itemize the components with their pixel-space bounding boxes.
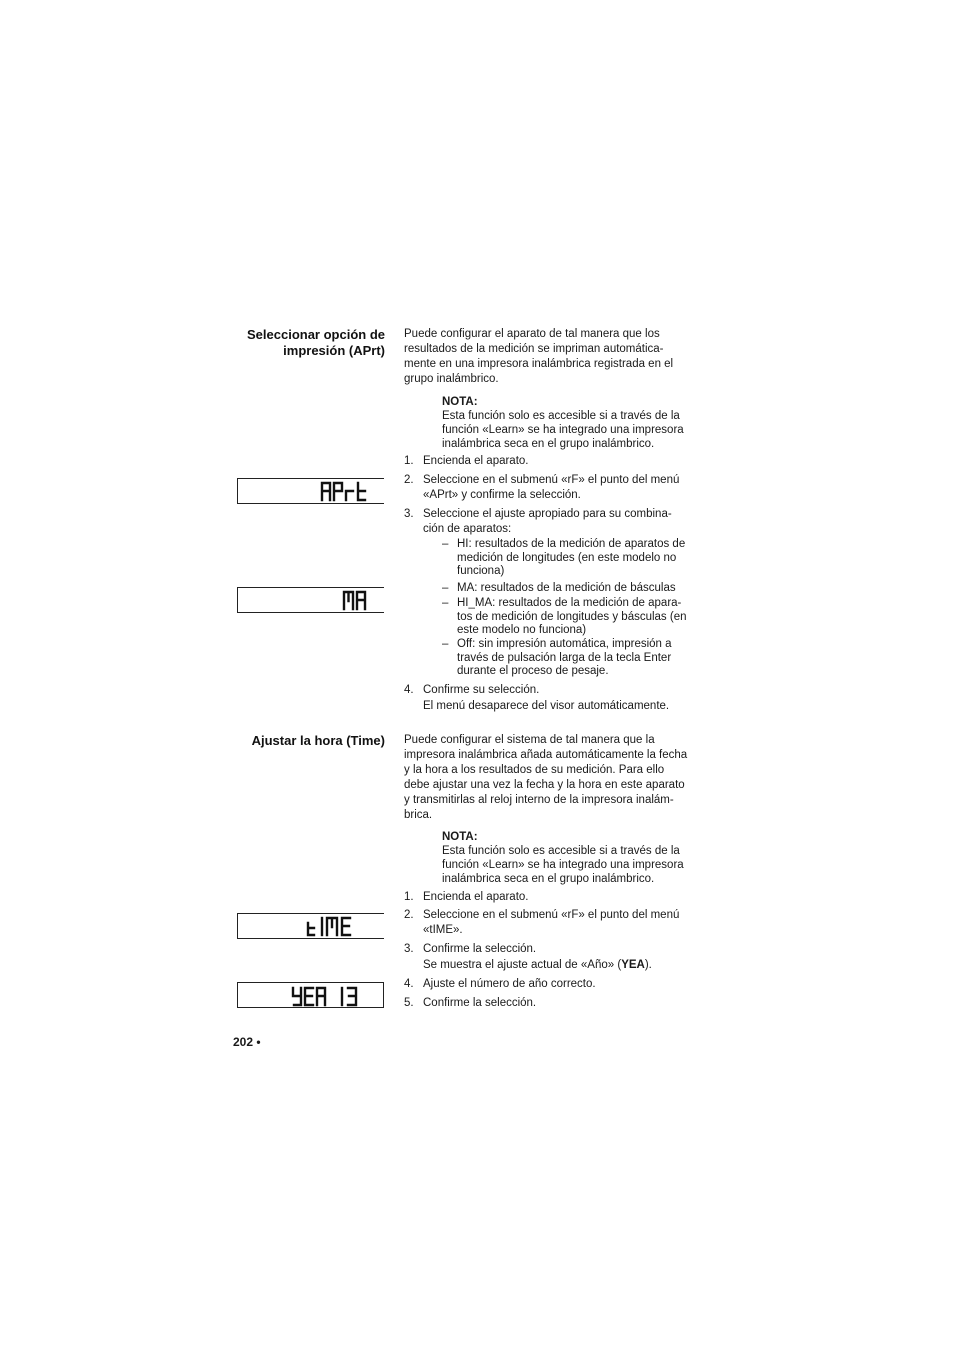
step-text: Ajuste el número de año correcto. [423,978,596,990]
option-text: través de pulsación larga de la tecla Enter [457,651,672,664]
step-item [404,473,694,503]
text-line: grupo inalámbrico. [404,373,499,385]
option-item [442,597,692,638]
heading-line: Ajustar la hora (Time) [251,733,385,748]
note-block-time [442,830,692,886]
dash-bullet: – [442,582,449,594]
step-number: 4. [404,978,414,990]
step-text: Confirme la selección. [423,997,537,1009]
option-text: Off: sin impresión automática, impresión a [457,638,672,650]
note-block-aprt [442,395,692,451]
note-title: NOTA: [442,396,478,408]
lcd-segment-glyphs [320,480,368,502]
step-number: 1. [404,455,414,467]
text-line: Puede configurar el sistema de tal manera que la [404,734,655,746]
section-heading-time [215,733,385,749]
step-text: Confirme su selección. [423,684,540,696]
lcd-segment-glyphs [306,915,354,937]
step-item [404,890,694,905]
lcd-display-year [237,982,384,1008]
dash-bullet: – [442,638,449,650]
step-item [404,683,694,714]
text-line: y la hora a los resultados de su medición. Para ello [404,764,665,776]
option-text: HI: resultados de la medición de aparatos de [457,538,686,550]
option-text: este modelo no funciona) [457,624,587,636]
step-text: Confirme la selección. [423,943,537,955]
step-item [404,996,694,1011]
step-item [404,908,694,938]
option-text: tos de medición de longitudes y básculas (en [457,610,687,623]
step-text: Seleccione en el submenú «rF» el punto del menú [423,474,680,486]
step-text: ción de aparatos: [423,523,512,535]
step-text-bold: YEA [621,959,645,971]
step-text-part: Se muestra el ajuste actual de «Año» ( [423,959,622,971]
option-text: funciona) [457,565,505,577]
heading-line: Seleccionar opción de [247,327,385,342]
lcd-segment-glyphs [291,985,367,1007]
text-line: inalámbrica seca en el grupo inalámbrico. [442,873,655,885]
note-title: NOTA: [442,831,478,843]
step-number: 1. [404,891,414,903]
option-text: HI_MA: resultados de la medición de apara- [457,597,682,609]
option-text: medición de longitudes (en este modelo no [457,551,677,564]
intro-paragraph-aprt [404,327,694,387]
text-line: debe ajustar una vez la fecha y la hora en este aparato [404,779,685,791]
step-text: El menú desaparece del visor automáticamente. [423,700,670,712]
dash-bullet: – [442,538,449,550]
step-text: «tIME». [423,924,463,936]
option-item [442,582,692,596]
text-line: resultados de la medición se impriman automática- [404,343,664,355]
text-line: brica. [404,809,433,821]
text-line: impresora inalámbrica añada automáticamente la fecha [404,749,688,761]
text-line: mente en una impresora inalámbrica registrada en el [404,358,674,370]
lcd-display-ma [237,587,384,613]
text-line: función «Learn» se ha integrado una impresora [442,859,684,871]
step-text: «APrt» y confirme la selección. [423,489,581,501]
text-line: Esta función solo es accesible si a través de la [442,410,680,422]
heading-line: impresión (APrt) [283,343,385,358]
step-number: 5. [404,997,414,1009]
option-text: durante el proceso de pesaje. [457,665,609,677]
intro-paragraph-time [404,733,694,823]
option-item [442,538,692,579]
step-item [404,942,694,973]
dash-bullet: – [442,597,449,609]
step-number: 4. [404,684,414,696]
text-line: función «Learn» se ha integrado una impresora [442,424,684,436]
text-line: y transmitirlas al reloj interno de la impresora inalám- [404,794,674,806]
section-heading-aprt [215,327,385,359]
step-number: 3. [404,508,414,520]
step-text: Encienda el aparato. [423,455,529,467]
step-text [423,958,694,973]
step-number: 2. [404,909,414,921]
step-number: 3. [404,943,414,955]
step-text-part: ). [644,959,652,971]
option-item [442,638,692,679]
text-line: Esta función solo es accesible si a través de la [442,845,680,857]
step-number: 2. [404,474,414,486]
option-text: MA: resultados de la medición de básculas [457,582,676,594]
step-item [404,977,694,992]
step-item [404,507,694,537]
lcd-display-aprt [237,478,384,504]
step-item [404,454,694,469]
text-line: inalámbrica seca en el grupo inalámbrico. [442,438,655,450]
lcd-display-time [237,913,384,939]
step-text: Seleccione el ajuste apropiado para su combina- [423,508,672,520]
step-text: Encienda el aparato. [423,891,529,903]
page-number: 202 • [233,1035,261,1049]
lcd-segment-glyphs [342,589,368,611]
text-line: Puede configurar el aparato de tal manera que los [404,328,660,340]
step-text: Seleccione en el submenú «rF» el punto del menú [423,909,680,921]
